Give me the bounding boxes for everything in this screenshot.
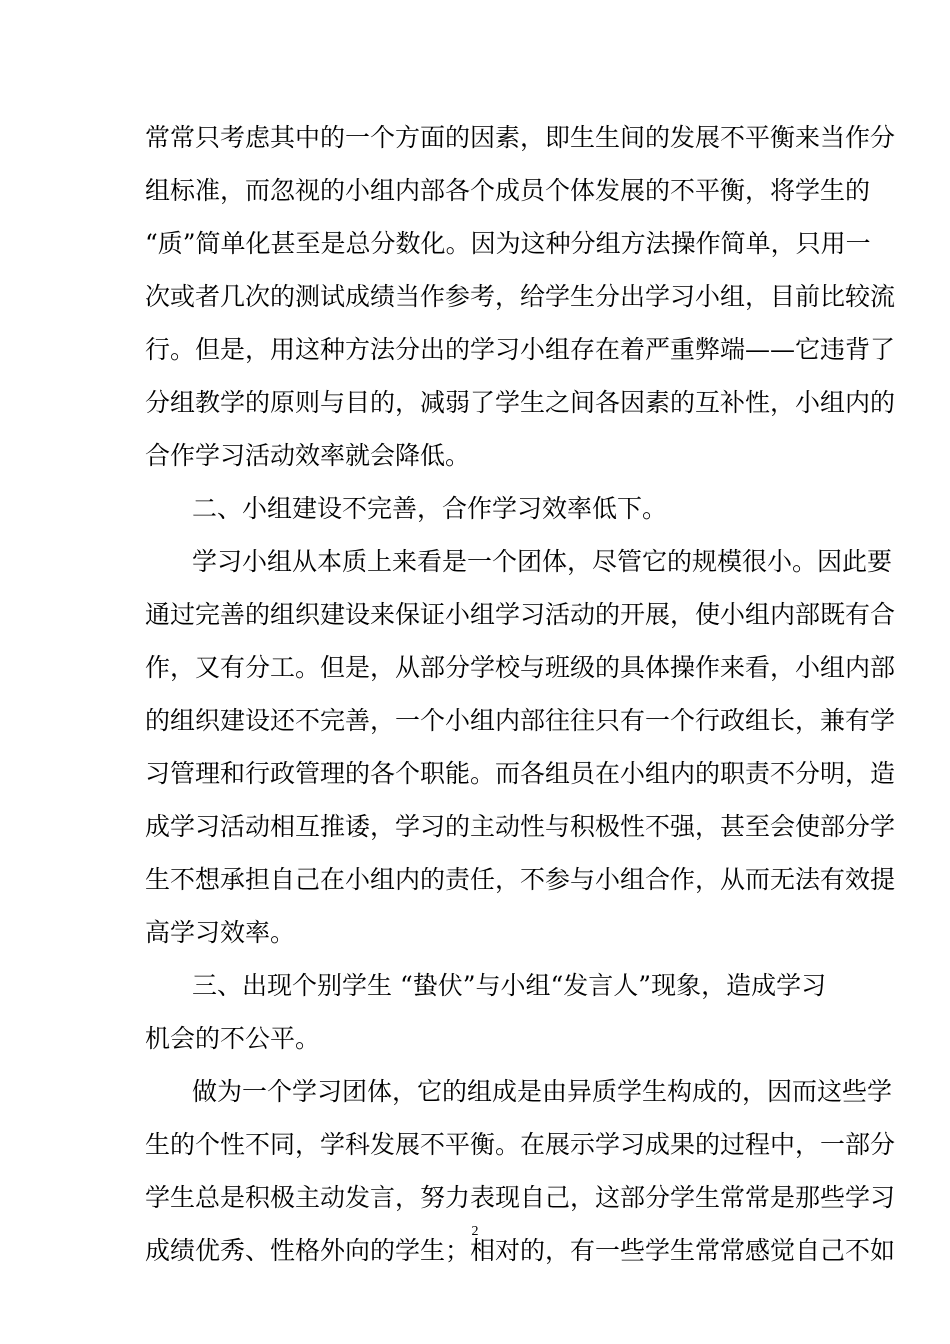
text-line: 行。但是，用这种方法分出的学习小组存在着严重弊端——它违背了 [145, 335, 896, 364]
page-number: 2 [471, 1224, 479, 1239]
section-heading: 二、小组建设不完善，合作学习效率低下。 [192, 494, 668, 523]
text-line: 习管理和行政管理的各个职能。而各组员在小组内的职责不分明，造 [145, 759, 896, 788]
text-line: 组标准，而忽视的小组内部各个成员个体发展的不平衡，将学生的 [145, 176, 871, 205]
text-line: 常常只考虑其中的一个方面的因素，即生生间的发展不平衡来当作分 [145, 123, 896, 152]
text-line: 生的个性不同，学科发展不平衡。在展示学习成果的过程中，一部分 [145, 1130, 896, 1159]
text-line: 高学习效率。 [145, 918, 296, 947]
text-line: 成绩优秀、性格外向的学生；相对的，有一些学生常常感觉自己不如 [145, 1236, 896, 1265]
text-line: 分组教学的原则与目的，减弱了学生之间各因素的互补性，小组内的 [145, 388, 896, 417]
text-line: 通过完善的组织建设来保证小组学习活动的开展，使小组内部既有合 [145, 600, 896, 629]
text-line: “质”简单化甚至是总分数化。因为这种分组方法操作简单，只用一 [145, 229, 871, 258]
text-line: 合作学习活动效率就会降低。 [145, 441, 471, 470]
text-line: 成学习活动相互推诿，学习的主动性与积极性不强，甚至会使部分学 [145, 812, 896, 841]
text-line: 学习小组从本质上来看是一个团体，尽管它的规模很小。因此要 [192, 547, 893, 576]
text-line: 次或者几次的测试成绩当作参考，给学生分出学习小组，目前比较流 [145, 282, 896, 311]
text-line: 作，又有分工。但是，从部分学校与班级的具体操作来看，小组内部 [145, 653, 896, 682]
text-line: 做为一个学习团体，它的组成是由异质学生构成的，因而这些学 [192, 1077, 893, 1106]
text-line: 生不想承担自己在小组内的责任，不参与小组合作，从而无法有效提 [145, 865, 896, 894]
section-heading: 三、出现个别学生 “蛰伏”与小组“发言人”现象，造成学习 [192, 971, 827, 1000]
text-line: 学生总是积极主动发言，努力表现自己，这部分学生常常是那些学习 [145, 1183, 896, 1212]
text-line: 的组织建设还不完善，一个小组内部往往只有一个行政组长，兼有学 [145, 706, 896, 735]
section-heading-continued: 机会的不公平。 [145, 1024, 321, 1053]
